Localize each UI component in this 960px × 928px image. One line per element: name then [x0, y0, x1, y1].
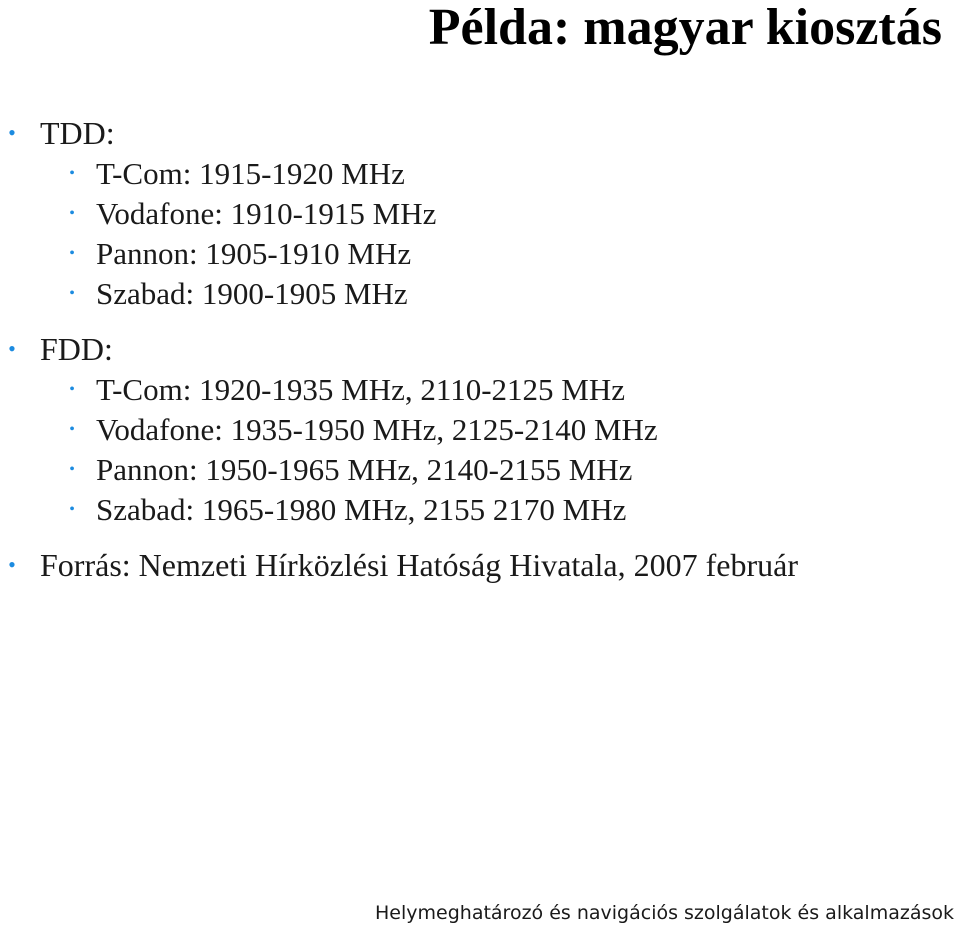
list-item: • T-Com: 1920-1935 MHz, 2110-2125 MHz — [0, 370, 940, 410]
list-item: • Szabad: 1965-1980 MHz, 2155 2170 MHz — [0, 490, 940, 530]
bullet-icon: • — [69, 461, 75, 478]
slide-title: Példa: magyar kiosztás — [428, 0, 942, 56]
tdd-list — [0, 154, 940, 314]
list-item: • Vodafone: 1935-1950 MHz, 2125-2140 MHz — [0, 410, 940, 450]
section-label: FDD: — [40, 331, 113, 367]
bullet-icon: • — [69, 381, 75, 398]
spacer — [0, 530, 940, 544]
bullet-tdd — [0, 112, 940, 154]
bullet-icon: • — [69, 205, 75, 222]
list-item: • Pannon: 1950-1965 MHz, 2140-2155 MHz — [0, 450, 940, 490]
section-label: TDD: — [40, 115, 115, 151]
bullet-icon: • — [69, 421, 75, 438]
bullet-icon: • — [69, 245, 75, 262]
list-item: • Pannon: 1905-1910 MHz — [0, 234, 940, 274]
bullet-icon: • — [69, 285, 75, 302]
list-item: • T-Com: 1915-1920 MHz — [0, 154, 940, 194]
list-item: • Vodafone: 1910-1915 MHz — [0, 194, 940, 234]
bullet-icon: • — [69, 165, 75, 182]
fdd-list — [0, 370, 940, 530]
slide-footer: Helymeghatározó és navigációs szolgálatok és alkalmazások — [375, 902, 954, 924]
bullet-fdd — [0, 328, 940, 370]
bullet-icon: • — [8, 336, 16, 361]
bullet-icon: • — [69, 501, 75, 518]
spacer — [0, 314, 940, 328]
list-item: • Szabad: 1900-1905 MHz — [0, 274, 940, 314]
slide-content — [0, 112, 940, 586]
bullet-icon: • — [8, 552, 16, 577]
bullet-icon: • — [8, 120, 16, 145]
bullet-source — [0, 544, 940, 586]
source-text: Forrás: Nemzeti Hírközlési Hatóság Hivatala, 2007 február — [40, 547, 798, 583]
